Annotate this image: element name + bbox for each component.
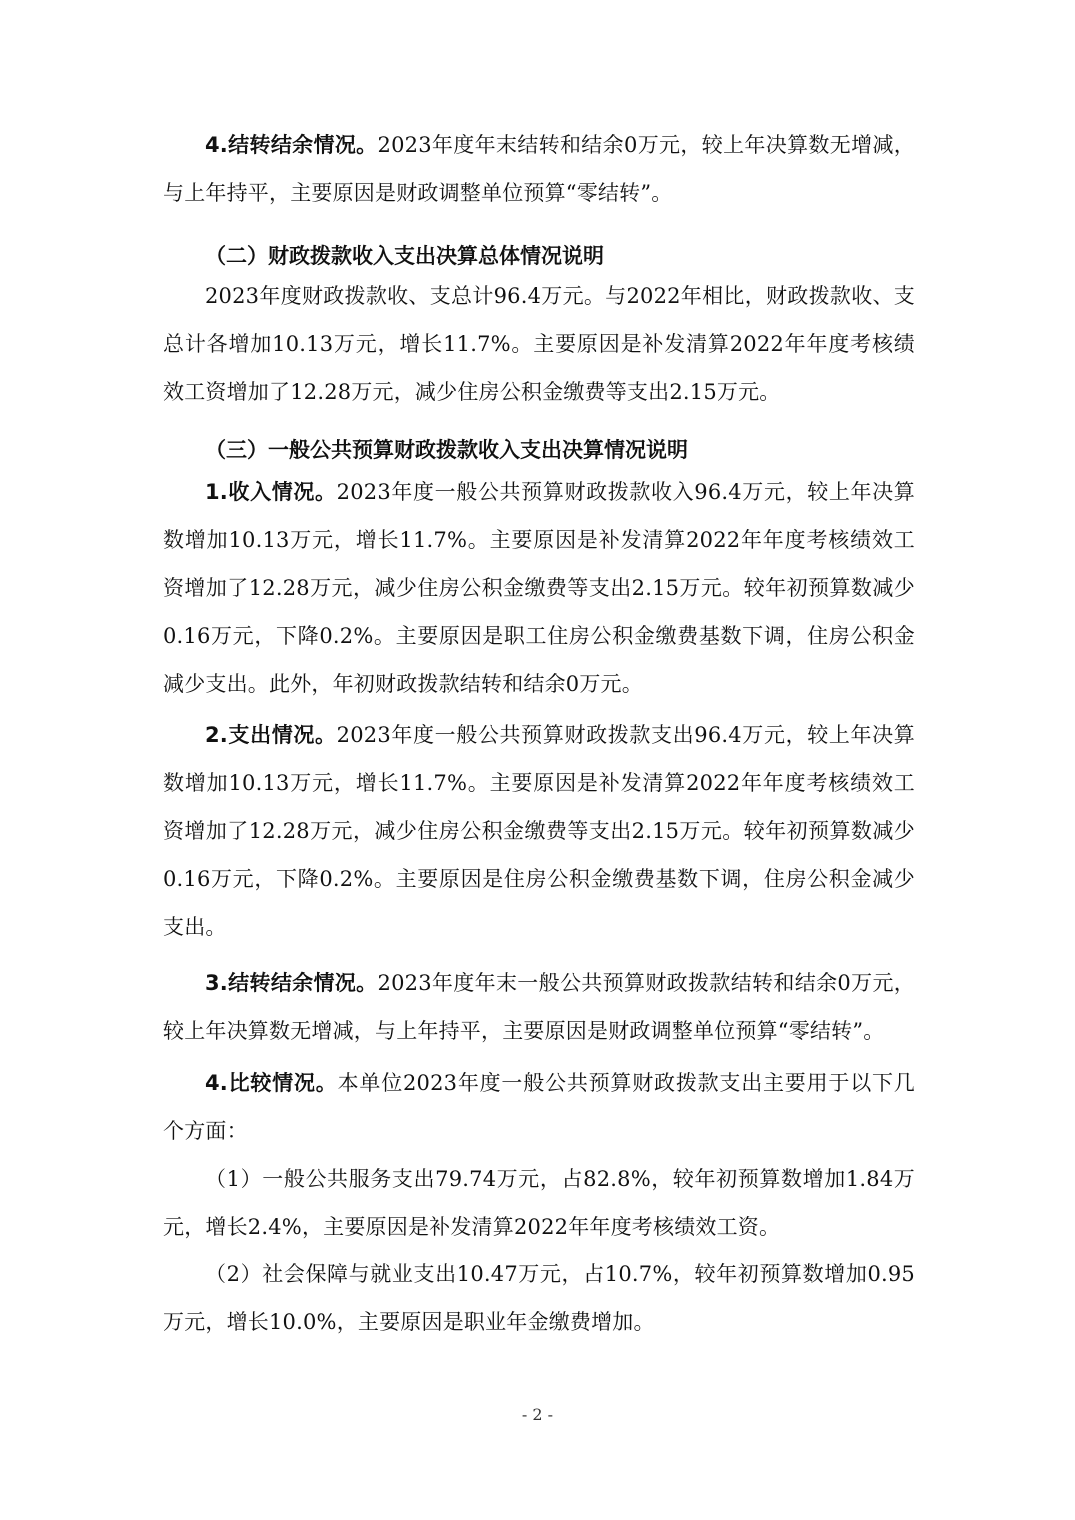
paragraph-lead: 1.收入情况。 xyxy=(205,480,337,504)
section-heading-fiscal-total: （二）财政拨款收入支出决算总体情况说明 xyxy=(205,244,604,268)
paragraph-lead: 4.结转结余情况。 xyxy=(205,133,378,157)
paragraph-lead: 4.比较情况。 xyxy=(205,1071,338,1095)
paragraph-expense xyxy=(163,711,915,951)
paragraph-text: 2023年度一般公共预算财政拨款收入96.4万元，较上年决算数增加10.13万元，增长11.7%。主要原因是补发清算2022年年度考核绩效工资增加了12.28万元，减少住房公积金缴费等支出2.15万元。较年初预算数减少0.16万元，下降0.2%。主要原因是职工住房公积金缴费基数下调，住房公积金减少支出。此外，年初财政拨款结转和结余0万元。 xyxy=(163,480,915,696)
paragraph-item-social-security: （2）社会保障与就业支出10.47万元，占10.7%，较年初预算数增加0.95万元，增长10.0%，主要原因是职业年金缴费增加。 xyxy=(163,1262,915,1334)
paragraph-item-public-services: （1）一般公共服务支出79.74万元，占82.8%，较年初预算数增加1.84万元，增长2.4%，主要原因是补发清算2022年年度考核绩效工资。 xyxy=(163,1167,915,1239)
section-heading-general-budget: （三）一般公共预算财政拨款收入支出决算情况说明 xyxy=(205,438,688,462)
paragraph-comparison xyxy=(163,1059,915,1155)
paragraph-text: 2023年度一般公共预算财政拨款支出96.4万元，较上年决算数增加10.13万元，增长11.7%。主要原因是补发清算2022年年度考核绩效工资增加了12.28万元，减少住房公积金缴费等支出2.15万元。较年初预算数减少0.16万元，下降0.2%。主要原因是住房公积金缴费基数下调，住房公积金减少支出。 xyxy=(163,723,915,939)
paragraph-carryover-general xyxy=(163,959,915,1055)
paragraph-fiscal-total: 2023年度财政拨款收、支总计96.4万元。与2022年相比，财政拨款收、支总计各增加10.13万元，增长11.7%。主要原因是补发清算2022年年度考核绩效工资增加了12.28万元，减少住房公积金缴费等支出2.15万元。 xyxy=(163,284,915,404)
paragraph-income xyxy=(163,468,915,708)
page-number: - 2 - xyxy=(521,1405,554,1424)
paragraph-lead: 3.结转结余情况。 xyxy=(205,971,378,995)
paragraph-text: 本单位2023年度一般公共预算财政拨款支出主要用于以下几个方面： xyxy=(163,1071,915,1143)
paragraph-text: 2023年度年末结转和结余0万元，较上年决算数无增减，与上年持平，主要原因是财政调整单位预算“零结转”。 xyxy=(163,133,916,205)
paragraph-carryover-summary xyxy=(163,121,915,217)
paragraph-lead: 2.支出情况。 xyxy=(205,723,337,747)
paragraph-text: 2023年度年末一般公共预算财政拨款结转和结余0万元，较上年决算数无增减，与上年持平，主要原因是财政调整单位预算“零结转”。 xyxy=(163,971,916,1043)
